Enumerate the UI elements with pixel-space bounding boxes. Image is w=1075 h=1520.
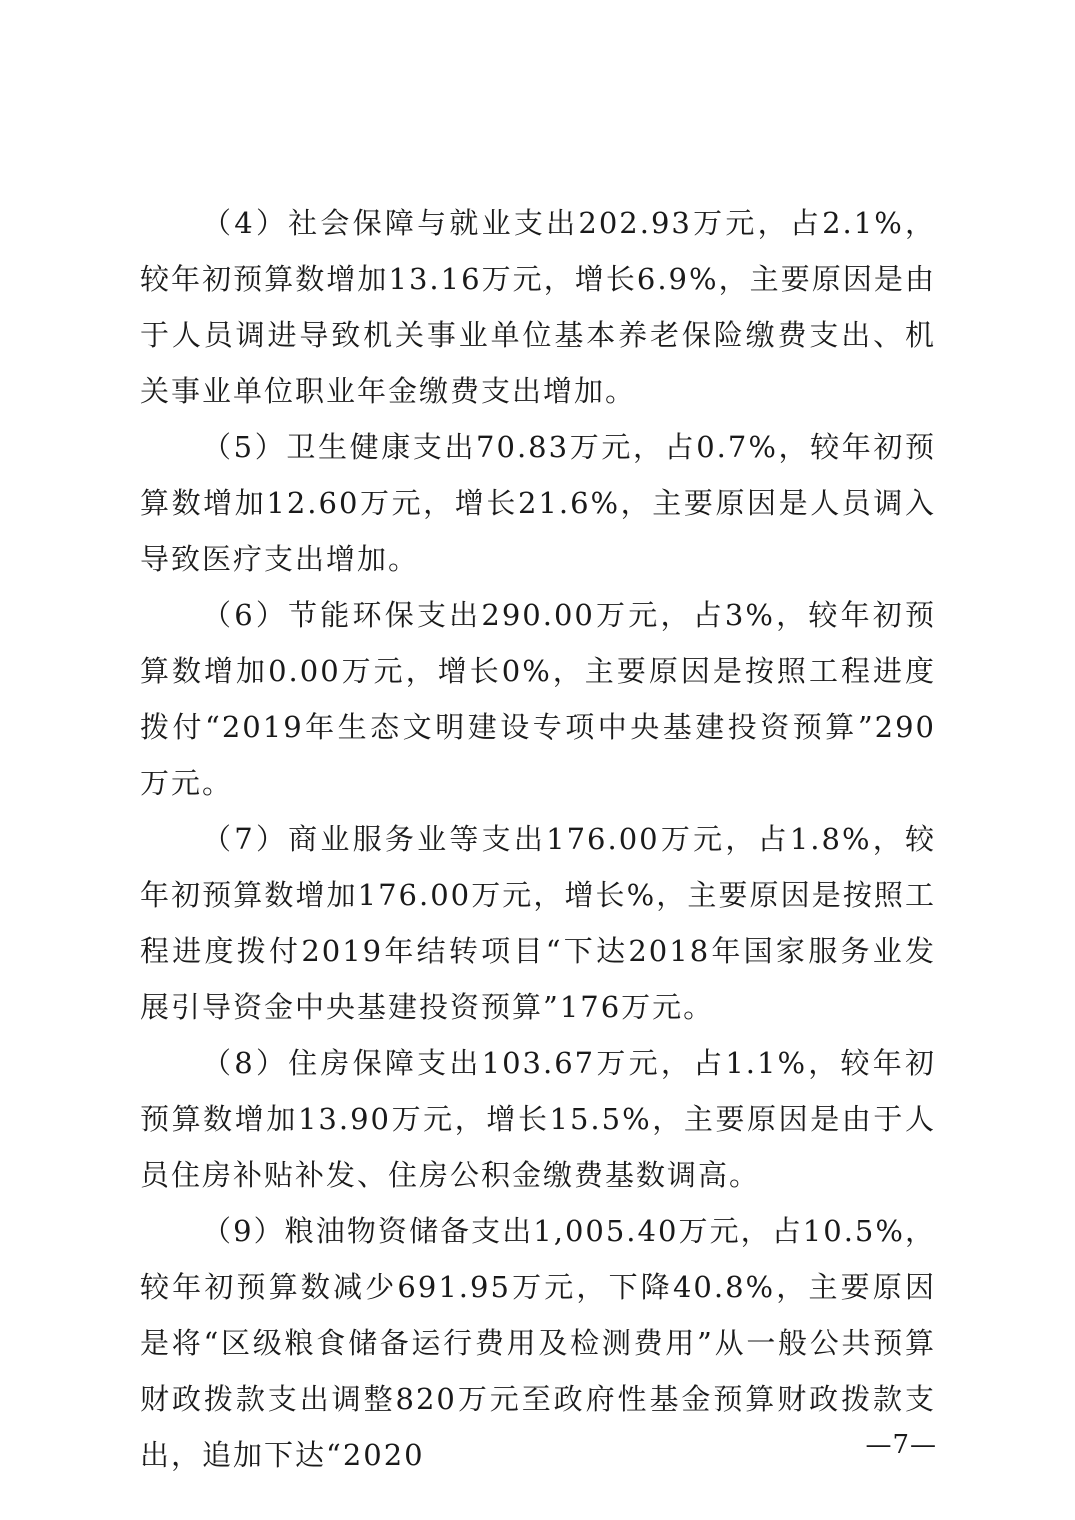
paragraph-social-security: （4）社会保障与就业支出202.93万元，占2.1%，较年初预算数增加13.16万元，增长6.9%，主要原因是由于人员调进导致机关事业单位基本养老保险缴费支出、机关事业单位职业年金缴费支出增加。 bbox=[140, 206, 936, 408]
document-body bbox=[140, 195, 936, 1483]
paragraph-health: （5）卫生健康支出70.83万元，占0.7%，较年初预算数增加12.60万元，增长21.6%，主要原因是人员调入导致医疗支出增加。 bbox=[140, 430, 936, 576]
paragraph-commerce-services: （7）商业服务业等支出176.00万元，占1.8%，较年初预算数增加176.00万元，增长%，主要原因是按照工程进度拨付2019年结转项目“下达2018年国家服务业发展引导资金中央基建投资预算”176万元。 bbox=[140, 822, 936, 1024]
page-number: —7— bbox=[865, 1430, 937, 1460]
paragraph-environment: （6）节能环保支出290.00万元，占3%，较年初预算数增加0.00万元，增长0%，主要原因是按照工程进度拨付“2019年生态文明建设专项中央基建投资预算”290万元。 bbox=[140, 598, 936, 800]
paragraph-grain-reserves: （9）粮油物资储备支出1,005.40万元，占10.5%，较年初预算数减少691.95万元，下降40.8%，主要原因是将“区级粮食储备运行费用及检测费用”从一般公共预算财政拨款支出调整820万元至政府性基金预算财政拨款支出，追加下达“2020 bbox=[140, 1214, 936, 1472]
paragraph-housing: （8）住房保障支出103.67万元，占1.1%，较年初预算数增加13.90万元，增长15.5%，主要原因是由于人员住房补贴补发、住房公积金缴费基数调高。 bbox=[140, 1046, 936, 1192]
